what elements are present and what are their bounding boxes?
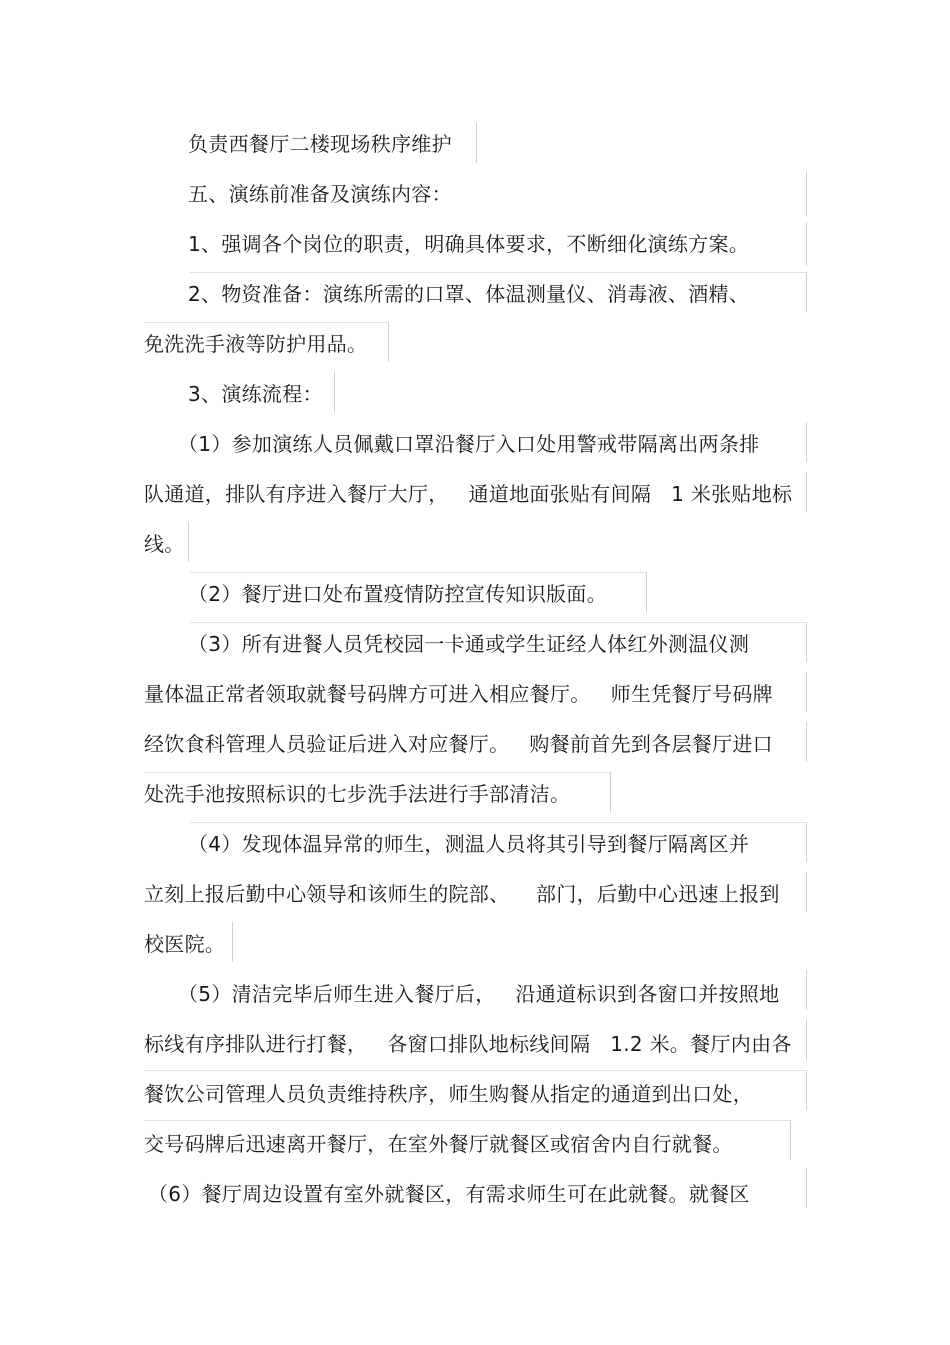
scan-rule (190, 822, 806, 823)
text-line: 立刻上报后勤中心领导和该师生的院部、 部门，后勤中心迅速上报到 (144, 882, 780, 906)
text-line: 2、物资准备：演练所需的口罩、体温测量仪、消毒液、酒精、 (188, 282, 750, 306)
text-line: （2）餐厅进口处布置疫情防控宣传知识版面。 (188, 582, 608, 606)
scan-rule (144, 1120, 790, 1121)
scan-rule (806, 672, 807, 712)
scan-rule (190, 622, 806, 623)
text-line: （3）所有进餐人员凭校园一卡通或学生证经人体红外测温仪测 (188, 632, 750, 656)
scan-rule (806, 1070, 807, 1110)
text-line: 队通道，排队有序进入餐厅大厅， 通道地面张贴有间隔 1 米张贴地标 (144, 482, 793, 506)
text-line: （6）餐厅周边设置有室外就餐区，有需求师生可在此就餐。就餐区 (148, 1182, 750, 1206)
text-line: （1）参加演练人员佩戴口罩沿餐厅入口处用警戒带隔离出两条排 (178, 432, 760, 456)
text-line: 量体温正常者领取就餐号码牌方可进入相应餐厅。 师生凭餐厅号码牌 (144, 682, 773, 706)
scan-rule (806, 822, 807, 862)
text-line: （5）清洁完毕后师生进入餐厅后， 沿通道标识到各窗口并按照地 (178, 982, 780, 1006)
scan-rule (144, 772, 610, 773)
text-line: 3、演练流程： (188, 382, 323, 406)
scan-rule (188, 522, 189, 562)
scan-rule (806, 1020, 807, 1060)
scan-rule (190, 572, 646, 573)
scan-rule (790, 1120, 791, 1160)
scan-rule (334, 372, 335, 412)
scan-rule (388, 322, 389, 362)
text-line: 交号码牌后迅速离开餐厅，在室外餐厅就餐区或宿舍内自行就餐。 (144, 1132, 733, 1156)
scan-rule (144, 1070, 806, 1071)
scan-rule (476, 123, 477, 163)
scan-rule (806, 970, 807, 1010)
text-line: 经饮食科管理人员验证后进入对应餐厅。 购餐前首先到各层餐厅进口 (144, 732, 773, 756)
scan-rule (190, 272, 806, 273)
section-heading: 五、演练前准备及演练内容： (188, 182, 452, 206)
scan-rule (232, 922, 233, 962)
scan-rule (806, 1168, 807, 1208)
text-line: 处洗手池按照标识的七步洗手法进行手部清洁。 (144, 782, 571, 806)
scan-rule (806, 172, 807, 216)
text-line: 线。 (144, 532, 185, 556)
scan-rule (806, 222, 807, 266)
text-line: （4）发现体温异常的师生，测温人员将其引导到餐厅隔离区并 (188, 832, 750, 856)
scan-rule (806, 722, 807, 762)
text-line: 负责西餐厅二楼现场秩序维护 (188, 132, 452, 156)
text-line: 校医院。 (144, 932, 226, 956)
scan-rule (806, 272, 807, 312)
text-line: 免洗洗手液等防护用品。 (144, 332, 368, 356)
text-line: 餐饮公司管理人员负责维持秩序，师生购餐从指定的通道到出口处， (144, 1082, 753, 1106)
scan-rule (144, 322, 388, 323)
scan-rule (646, 572, 647, 612)
scan-rule (806, 422, 807, 462)
scan-rule (610, 772, 611, 812)
scan-rule (806, 622, 807, 662)
text-line: 1、强调各个岗位的职责，明确具体要求，不断细化演练方案。 (188, 232, 750, 256)
text-line: 标线有序排队进行打餐， 各窗口排队地标线间隔 1.2 米。餐厅内由各 (144, 1032, 792, 1056)
scan-rule (806, 472, 807, 512)
scan-rule (806, 872, 807, 912)
